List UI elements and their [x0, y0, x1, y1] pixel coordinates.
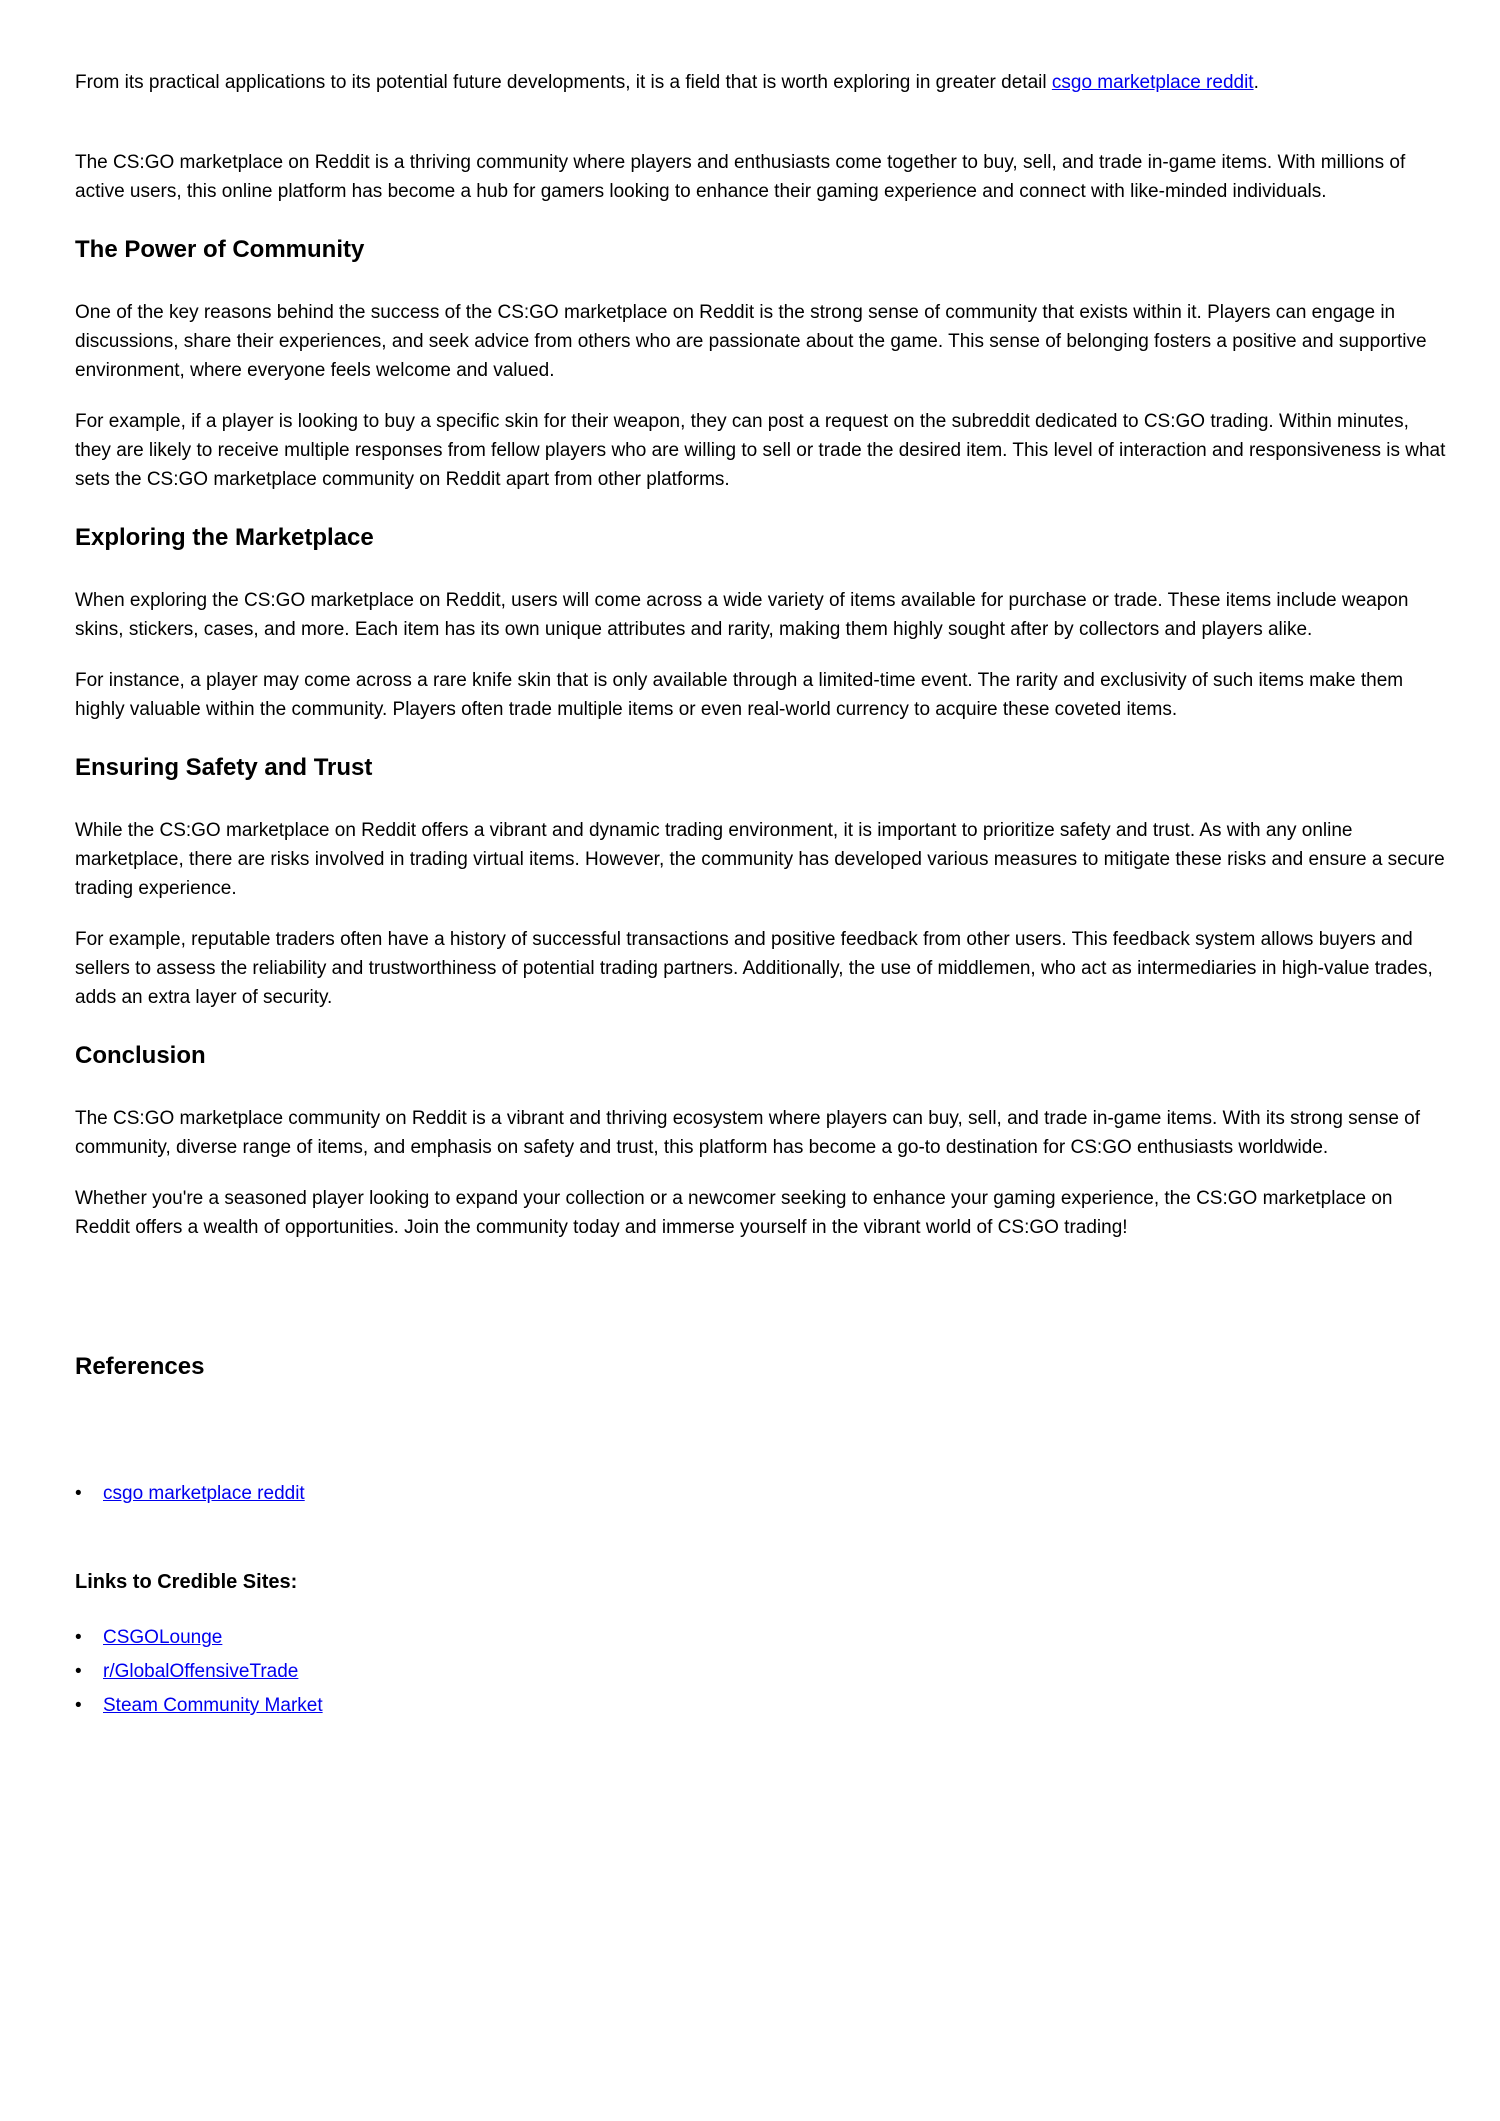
intro-suffix: . [1253, 72, 1259, 93]
steam-community-market-link[interactable]: Steam Community Market [103, 1695, 323, 1716]
section-heading: Exploring the Marketplace [75, 524, 374, 551]
section-heading: Conclusion [75, 1042, 206, 1069]
paragraph: When exploring the CS:GO marketplace on Reddit, users will come across a wide variety of items available for purchase or trade. These items include weapon skins, stickers, cases, and more. Each item has its own unique attributes and rarity, making them highly sought after by collectors and players alike. [75, 590, 1409, 640]
paragraph: For example, if a player is looking to buy a specific skin for their weapon, they can post a request on the subreddit dedicated to CS:GO trading. Within minutes, they are likely to receive multiple responses from fellow players who are willing to sell or trade the desired item. This level of interaction and responsiveness is what sets the CS:GO marketplace community on Reddit apart from other platforms. [75, 411, 1446, 490]
article [75, 0, 1447, 1723]
bullet-icon: • [75, 1661, 82, 1682]
credible-sites-list [75, 1621, 1447, 1723]
credible-site-item [75, 1621, 1447, 1655]
paragraph: For instance, a player may come across a rare knife skin that is only available through a limited-time event. The rarity and exclusivity of such items make them highly valuable within the community. Players often trade multiple items or even real-world currency to acquire these coveted items. [75, 670, 1404, 720]
intro-link[interactable]: csgo marketplace reddit [1051, 72, 1254, 93]
reference-link[interactable]: csgo marketplace reddit [103, 1483, 305, 1504]
bullet-icon: • [75, 1627, 82, 1648]
reference-item [75, 1477, 1447, 1511]
bullet-icon: • [75, 1695, 82, 1716]
references-list [75, 1477, 1447, 1511]
section-heading: The Power of Community [75, 236, 365, 263]
paragraph: For example, reputable traders often have a history of successful transactions and positive feedback from other users. This feedback system allows buyers and sellers to assess the reliability and trustworthiness of potential trading partners. Additionally, the use of middlemen, who act as intermediaries in high-value trades, adds an extra layer of security. [75, 929, 1433, 1008]
paragraph: Whether you're a seasoned player looking to expand your collection or a newcomer seeking to enhance your gaming experience, the CS:GO marketplace on Reddit offers a wealth of opportunities. Join the community today and immerse yourself in the vibrant world of CS:GO trading! [75, 1188, 1393, 1238]
paragraph: While the CS:GO marketplace on Reddit offers a vibrant and dynamic trading environment, it is important to prioritize safety and trust. As with any online marketplace, there are risks involved in trading virtual items. However, the community has developed various measures to mitigate these risks and ensure a secure trading experience. [75, 820, 1445, 899]
paragraph: The CS:GO marketplace community on Reddit is a vibrant and thriving ecosystem where players can buy, sell, and trade in-game items. With its strong sense of community, diverse range of items, and emphasis on safety and trust, this platform has become a go-to destination for CS:GO enthusiasts worldwide. [75, 1108, 1421, 1158]
globaloffensivetrade-link[interactable]: r/GlobalOffensiveTrade [103, 1661, 299, 1682]
paragraph: One of the key reasons behind the success of the CS:GO marketplace on Reddit is the strong sense of community that exists within it. Players can engage in discussions, share their experiences, and seek advice from others who are passionate about the game. This sense of belonging fosters a positive and supportive environment, where everyone feels welcome and valued. [75, 302, 1427, 381]
credible-sites-heading: Links to Credible Sites: [75, 1571, 298, 1593]
lead-paragraph: The CS:GO marketplace on Reddit is a thriving community where players and enthusiasts come together to buy, sell, and trade in-game items. With millions of active users, this online platform has become a hub for gamers looking to enhance their gaming experience and connect with like-minded individuals. [75, 152, 1406, 202]
bullet-icon: • [75, 1483, 82, 1504]
credible-site-item [75, 1689, 1447, 1723]
references-heading: References [75, 1353, 205, 1380]
intro-paragraph [75, 68, 1447, 97]
csgolounge-link[interactable]: CSGOLounge [103, 1627, 223, 1648]
intro-text: From its practical applications to its potential future developments, it is a field that is worth exploring in greater detail [75, 72, 1052, 93]
credible-site-item [75, 1655, 1447, 1689]
section-heading: Ensuring Safety and Trust [75, 754, 373, 781]
